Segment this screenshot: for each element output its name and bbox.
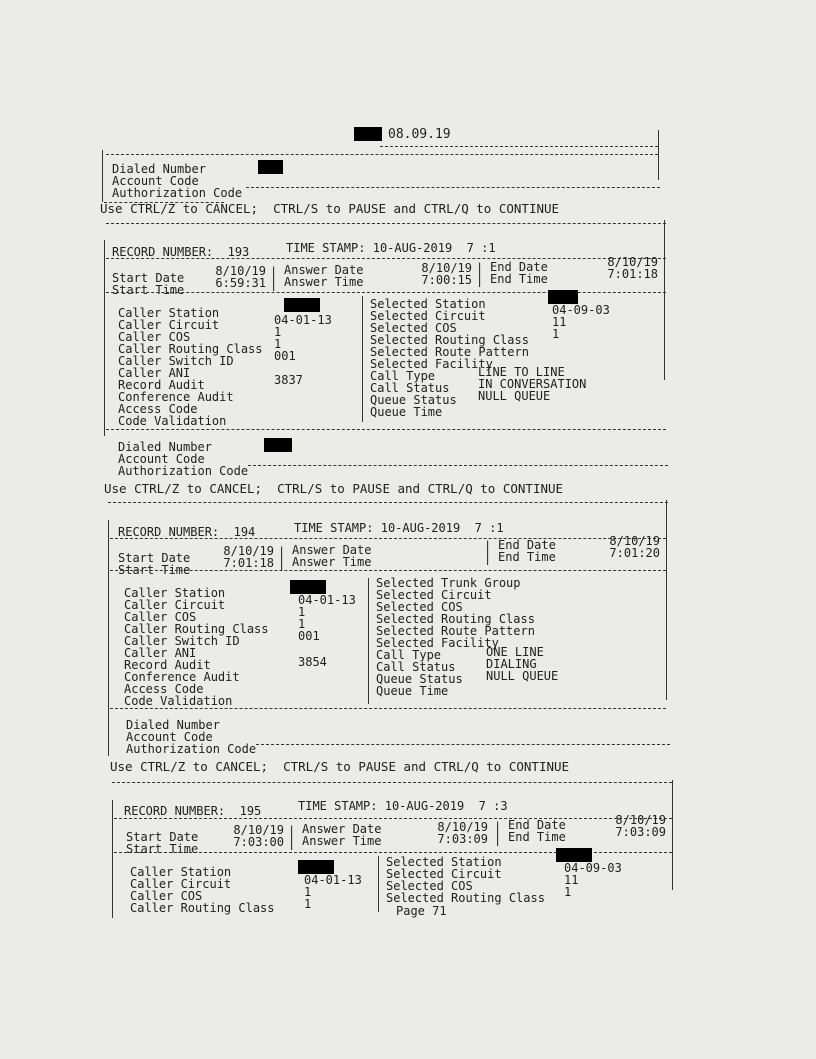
selected-circuit-label: Selected Circuit xyxy=(386,867,502,881)
selected-station-label: Selected Station xyxy=(386,855,502,869)
start-time-value: 6:59:31 xyxy=(215,276,266,290)
divider xyxy=(658,130,659,180)
answer-time-label: Answer Time xyxy=(284,275,364,289)
field-separator: | xyxy=(494,820,502,834)
record-audit-label: Record Audit xyxy=(118,378,205,392)
redaction-bar xyxy=(354,127,382,141)
authorization-code-label: Authorization Code xyxy=(112,186,243,200)
answer-date-label: Answer Date xyxy=(284,263,364,277)
access-code-label: Access Code xyxy=(124,682,204,696)
caller-cos-label: Caller COS xyxy=(130,889,203,903)
conference-audit-label: Conference Audit xyxy=(124,670,240,684)
end-date-value: 8/10/19 xyxy=(609,534,660,548)
selected-cos-value: 11 xyxy=(552,315,567,329)
queue-status-value: NULL QUEUE xyxy=(478,389,551,403)
caller-switch-id-label: Caller Switch ID xyxy=(118,354,234,368)
divider xyxy=(666,500,667,700)
redaction-bar xyxy=(264,438,292,452)
field-separator: | xyxy=(494,832,502,846)
field-separator: | xyxy=(484,539,492,553)
selected-cos-value: 11 xyxy=(564,873,579,887)
divider xyxy=(106,154,658,155)
answer-date-label: Answer Date xyxy=(292,543,372,557)
divider xyxy=(378,856,379,912)
authorization-code-label: Authorization Code xyxy=(126,742,257,756)
selected-cos-label: Selected COS xyxy=(370,321,457,335)
divider xyxy=(108,520,109,756)
queue-time-label: Queue Time xyxy=(376,684,449,698)
selected-routing-class-label: Selected Routing Class xyxy=(370,333,529,347)
start-date-value: 8/10/19 xyxy=(233,823,284,837)
end-time-label: End Time xyxy=(508,830,566,844)
answer-time-value: 7:03:09 xyxy=(437,832,488,846)
call-type-value: ONE LINE xyxy=(486,645,544,659)
queue-status-label: Queue Status xyxy=(376,672,463,686)
answer-time-value: 7:00:15 xyxy=(421,273,472,287)
caller-cos-label: Caller COS xyxy=(124,610,197,624)
divider xyxy=(114,818,672,819)
queue-status-label: Queue Status xyxy=(370,393,457,407)
end-time-value: 7:01:18 xyxy=(607,267,658,281)
account-code-label: Account Code xyxy=(118,452,205,466)
divider xyxy=(672,780,673,890)
redaction-bar xyxy=(298,860,334,874)
divider xyxy=(256,744,670,745)
caller-circuit-value: 04-01-13 xyxy=(274,313,332,327)
field-separator: | xyxy=(270,265,278,279)
start-date-label: Start Date xyxy=(126,830,199,844)
field-separator: | xyxy=(270,277,278,291)
end-time-value: 7:03:09 xyxy=(615,825,666,839)
field-separator: | xyxy=(484,551,492,565)
call-status-label: Call Status xyxy=(370,381,450,395)
field-separator: | xyxy=(476,273,484,287)
account-code-label: Account Code xyxy=(126,730,213,744)
divider xyxy=(248,465,668,466)
caller-switch-id-value: 001 xyxy=(298,629,320,643)
selected-routing-class-value: 1 xyxy=(564,885,572,899)
selected-routing-class-value: 1 xyxy=(552,327,560,341)
start-date-value: 8/10/19 xyxy=(223,544,274,558)
divider xyxy=(380,146,658,147)
selected-facility-label: Selected Facility xyxy=(370,357,493,371)
end-date-label: End Date xyxy=(498,538,556,552)
selected-circuit-label: Selected Circuit xyxy=(376,588,492,602)
divider xyxy=(368,578,369,704)
caller-routing-class-label: Caller Routing Class xyxy=(130,901,275,915)
queue-time-label: Queue Time xyxy=(370,405,443,419)
divider xyxy=(102,150,103,202)
call-status-label: Call Status xyxy=(376,660,456,674)
timestamp: TIME STAMP: 10-AUG-2019 7 :3 xyxy=(298,799,508,813)
record-audit-value: 3837 xyxy=(274,373,303,387)
caller-circuit-label: Caller Circuit xyxy=(130,877,232,891)
divider xyxy=(110,538,666,539)
account-code-label: Account Code xyxy=(112,174,199,188)
divider xyxy=(362,296,363,422)
divider xyxy=(106,258,666,259)
selected-circuit-value: 04-09-03 xyxy=(564,861,622,875)
caller-circuit-value: 04-01-13 xyxy=(298,593,356,607)
caller-station-label: Caller Station xyxy=(130,865,232,879)
dialed-number-label: Dialed Number xyxy=(112,162,206,176)
field-separator: | xyxy=(288,824,296,838)
divider xyxy=(110,570,666,571)
redaction-bar xyxy=(258,160,283,174)
code-validation-label: Code Validation xyxy=(124,694,233,708)
caller-station-label: Caller Station xyxy=(124,586,226,600)
divider xyxy=(664,220,665,380)
timestamp: TIME STAMP: 10-AUG-2019 7 :1 xyxy=(286,241,496,255)
start-date-label: Start Date xyxy=(118,551,191,565)
divider xyxy=(106,292,666,293)
answer-date-label: Answer Date xyxy=(302,822,382,836)
end-date-label: End Date xyxy=(508,818,566,832)
selected-cos-label: Selected COS xyxy=(386,879,473,893)
selected-routing-class-label: Selected Routing Class xyxy=(386,891,545,905)
end-time-label: End Time xyxy=(498,550,556,564)
start-time-label: Start Time xyxy=(126,842,199,856)
start-time-value: 7:03:00 xyxy=(233,835,284,849)
redaction-bar xyxy=(284,298,320,312)
caller-ani-label: Caller ANI xyxy=(124,646,197,660)
end-time-value: 7:01:20 xyxy=(609,546,660,560)
divider xyxy=(112,800,113,918)
answer-date-value: 8/10/19 xyxy=(421,261,472,275)
redaction-bar xyxy=(556,848,592,862)
caller-cos-value: 1 xyxy=(304,885,312,899)
answer-time-label: Answer Time xyxy=(292,555,372,569)
divider xyxy=(106,223,666,224)
redaction-bar xyxy=(290,580,326,594)
selected-route-pattern-label: Selected Route Pattern xyxy=(376,624,535,638)
caller-ani-label: Caller ANI xyxy=(118,366,191,380)
caller-routing-class-label: Caller Routing Class xyxy=(124,622,269,636)
answer-time-label: Answer Time xyxy=(302,834,382,848)
selected-circuit-label: Selected Circuit xyxy=(370,309,486,323)
header-date: 08.09.19 xyxy=(388,127,451,142)
end-time-label: End Time xyxy=(490,272,548,286)
authorization-code-label: Authorization Code xyxy=(118,464,249,478)
caller-routing-class-label: Caller Routing Class xyxy=(118,342,263,356)
field-separator: | xyxy=(476,261,484,275)
caller-circuit-value: 04-01-13 xyxy=(304,873,362,887)
start-date-label: Start Date xyxy=(112,271,185,285)
selected-station-label: Selected Station xyxy=(370,297,486,311)
record-number-label: RECORD NUMBER: 194 xyxy=(118,525,256,539)
divider xyxy=(106,429,666,430)
caller-switch-id-label: Caller Switch ID xyxy=(124,634,240,648)
queue-status-value: NULL QUEUE xyxy=(486,669,559,683)
call-type-label: Call Type xyxy=(370,369,436,383)
caller-station-label: Caller Station xyxy=(118,306,220,320)
start-time-label: Start Time xyxy=(118,563,191,577)
control-prompt: Use CTRL/Z to CANCEL; CTRL/S to PAUSE and CTRL/Q to CONTINUE xyxy=(104,481,564,496)
field-separator: | xyxy=(278,557,286,571)
caller-circuit-label: Caller Circuit xyxy=(118,318,220,332)
code-validation-label: Code Validation xyxy=(118,414,227,428)
field-separator: | xyxy=(288,836,296,850)
record-audit-label: Record Audit xyxy=(124,658,211,672)
end-date-label: End Date xyxy=(490,260,548,274)
record-number: 194 xyxy=(233,525,256,539)
end-date-value: 8/10/19 xyxy=(607,255,658,269)
page-number: Page 71 xyxy=(396,904,447,918)
divider xyxy=(108,502,668,503)
selected-circuit-value: 04-09-03 xyxy=(552,303,610,317)
call-status-value: DIALING xyxy=(486,657,537,671)
caller-switch-id-value: 001 xyxy=(274,349,296,363)
caller-routing-class-value: 1 xyxy=(298,617,306,631)
start-time-value: 7:01:18 xyxy=(223,556,274,570)
caller-cos-label: Caller COS xyxy=(118,330,191,344)
selected-cos-label: Selected COS xyxy=(376,600,463,614)
caller-cos-value: 1 xyxy=(298,605,306,619)
record-audit-value: 3854 xyxy=(298,655,327,669)
end-date-value: 8/10/19 xyxy=(615,813,666,827)
field-separator: | xyxy=(278,545,286,559)
selected-trunk-group-label: Selected Trunk Group xyxy=(376,576,521,590)
conference-audit-label: Conference Audit xyxy=(118,390,234,404)
divider xyxy=(112,782,672,783)
record-number: 195 xyxy=(239,804,262,818)
call-status-value: IN CONVERSATION xyxy=(478,377,587,391)
access-code-label: Access Code xyxy=(118,402,198,416)
divider xyxy=(104,240,105,436)
selected-route-pattern-label: Selected Route Pattern xyxy=(370,345,529,359)
divider xyxy=(246,187,660,188)
caller-routing-class-value: 1 xyxy=(304,897,312,911)
dialed-number-label: Dialed Number xyxy=(118,440,212,454)
record-number-label: RECORD NUMBER: 195 xyxy=(124,804,262,818)
control-prompt: Use CTRL/Z to CANCEL; CTRL/S to PAUSE and CTRL/Q to CONTINUE xyxy=(100,201,560,216)
dialed-number-label: Dialed Number xyxy=(126,718,220,732)
control-prompt: Use CTRL/Z to CANCEL; CTRL/S to PAUSE and CTRL/Q to CONTINUE xyxy=(110,759,570,774)
caller-circuit-label: Caller Circuit xyxy=(124,598,226,612)
divider xyxy=(110,708,666,709)
record-number: 193 xyxy=(227,245,250,259)
record-number-label: RECORD NUMBER: 193 xyxy=(112,245,250,259)
timestamp: TIME STAMP: 10-AUG-2019 7 :1 xyxy=(294,521,504,535)
redaction-bar xyxy=(548,290,578,304)
selected-routing-class-label: Selected Routing Class xyxy=(376,612,535,626)
caller-routing-class-value: 1 xyxy=(274,337,282,351)
start-time-label: Start Time xyxy=(112,283,185,297)
call-type-label: Call Type xyxy=(376,648,442,662)
selected-facility-label: Selected Facility xyxy=(376,636,499,650)
call-type-value: LINE TO LINE xyxy=(478,365,565,379)
answer-date-value: 8/10/19 xyxy=(437,820,488,834)
caller-cos-value: 1 xyxy=(274,325,282,339)
start-date-value: 8/10/19 xyxy=(215,264,266,278)
